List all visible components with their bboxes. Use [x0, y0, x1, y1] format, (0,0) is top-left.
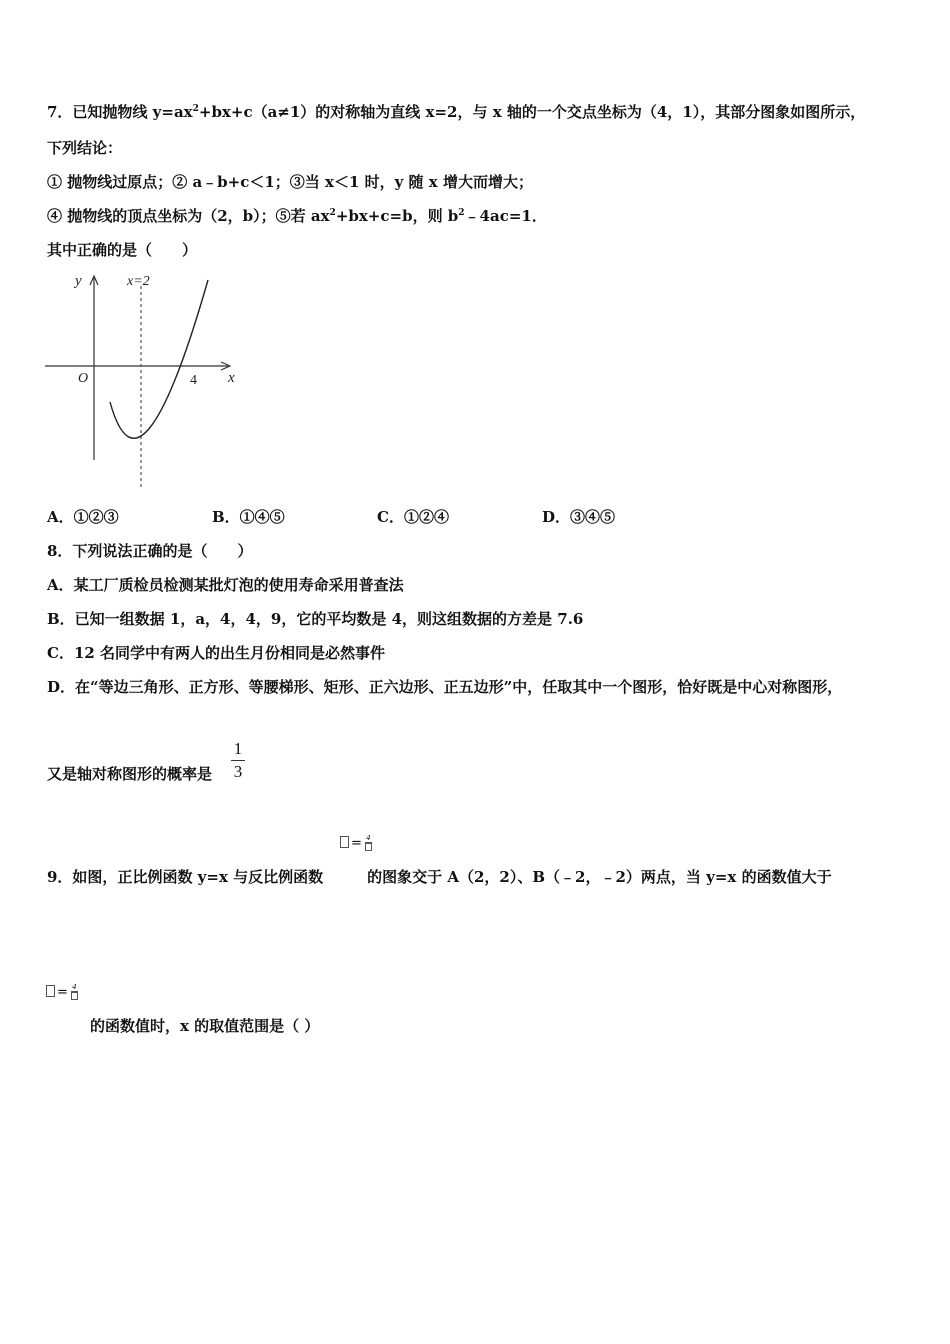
parabola-curve: [110, 280, 208, 438]
tick-4-label: 4: [190, 373, 197, 388]
missing-glyph-icon: [340, 836, 349, 848]
missing-glyph-icon: [71, 992, 78, 1000]
q9-stem-line1: 9．如图，正比例函数 y=x 与反比例函数 的图象交于 A（2，2）、B（﹣2，﹣2）两点，当 y=x 的函数值大于: [47, 868, 832, 886]
missing-glyph-icon: [46, 985, 55, 997]
q8-option-d-continued: 又是轴对称图形的概率是: [47, 765, 213, 783]
symmetry-axis-label: x=2: [127, 274, 150, 289]
q7-stem-line1: 7．已知抛物线 $y=ax^2+bx+c(a\ne 1)$的对称轴为直线 x=2，与 x 轴的一个交点坐标为（4，1），其部分图象如图所示，: [47, 103, 866, 121]
q7-conclusion-line2: ④ 抛物线的顶点坐标为（2，b）；⑤若 $ax^2+bx+c=b$，则 $b^2﹣4ac=1$．: [47, 207, 547, 225]
q7-stem-question: 其中正确的是（ ）: [47, 241, 198, 259]
y-axis-label: y: [75, 273, 82, 289]
q8-stem: 8．下列说法正确的是（ ）: [47, 542, 253, 560]
q9-inverse-function-formula: = 4: [340, 834, 372, 853]
q8-option-d: D．在“等边三角形、正方形、等腰梯形、矩形、正六边形、正五边形”中，任取其中一个图形，恰好既是中心对称图形，: [47, 678, 843, 696]
q9-inverse-function-formula-repeat: = 4: [46, 983, 78, 1002]
missing-glyph-icon: [365, 843, 372, 851]
q7-option-a: A．①②③: [47, 508, 119, 526]
origin-label: O: [78, 371, 89, 386]
q8-probability-fraction: [231, 740, 245, 781]
q7-stem-line2: 下列结论：: [47, 139, 123, 157]
q8-option-c: C．12 名同学中有两人的出生月份相同是必然事件: [47, 644, 386, 662]
q7-option-d: D．③④⑤: [542, 508, 616, 526]
q8-option-b: B．已知一组数据 1，a，4，4，9，它的平均数是 4，则这组数据的方差是 7.6: [47, 610, 584, 628]
fraction-denominator: 3: [233, 762, 243, 781]
q7-conclusion-line1: ① 抛物线过原点；② a﹣b+c＜1；③当 x＜1 时，y 随 x 增大而增大；: [47, 173, 533, 191]
x-axis-label: x: [228, 370, 235, 386]
q7-parabola-graph: [40, 268, 245, 496]
q9-stem-line2: 的函数值时，x 的取值范围是（ ）: [90, 1017, 320, 1035]
fraction-numerator: 1: [231, 740, 245, 761]
q7-option-b: B．①④⑤: [212, 508, 285, 526]
q7-option-c: C．①②④: [377, 508, 449, 526]
q8-option-a: A．某工厂质检员检测某批灯泡的使用寿命采用普查法: [47, 576, 404, 594]
